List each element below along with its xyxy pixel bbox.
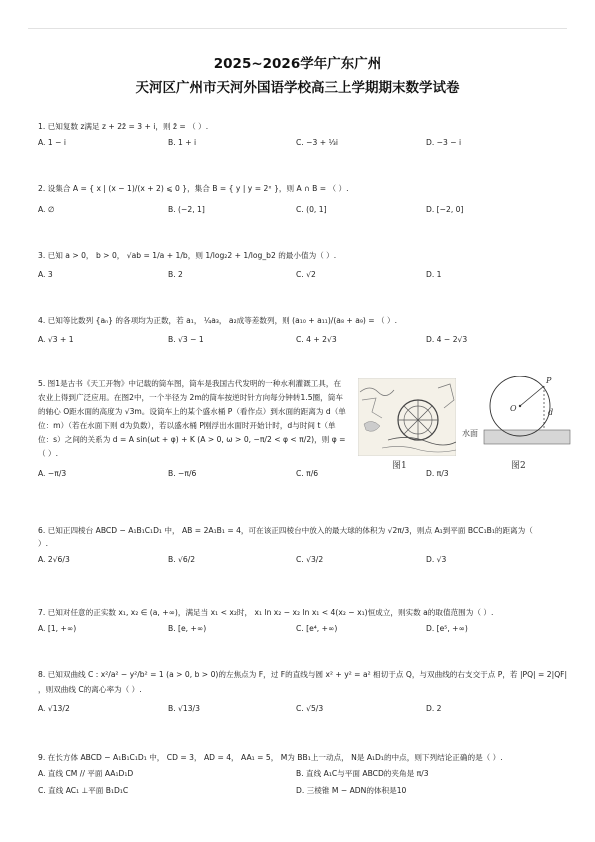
question-3	[38, 249, 568, 281]
water-surface-label: 水面	[462, 429, 478, 438]
option-b[interactable]: B. 1 + i	[168, 138, 197, 147]
option-row	[38, 553, 568, 566]
question-stem: 9. 在长方体 ABCD − A₁B₁C₁D₁ 中， CD = 3， AD = 4， AA₁ = 5， M为 BB₁上一动点， N是 A₁D₁的中点，则下列结论正确的是（ ）.	[38, 753, 503, 762]
question-1	[38, 120, 568, 149]
option-b[interactable]: B. (−2, 1]	[168, 205, 205, 214]
question-9	[38, 751, 568, 797]
option-d[interactable]: D. 4 − 2√3	[426, 335, 468, 344]
option-c[interactable]: C. −3 + ⅓i	[296, 138, 338, 147]
option-d[interactable]: D. 三棱锥 M − ADN的体积是10	[296, 786, 407, 795]
option-row	[38, 203, 568, 216]
option-c[interactable]: C. 直线 AC₁ ⊥平面 B₁D₁C	[38, 786, 129, 795]
option-d[interactable]: D. [e⁵, +∞)	[426, 624, 468, 633]
question-stem: 6. 已知正四棱台 ABCD − A₁B₁C₁D₁ 中， AB = 2A₁B₁ = 4，可在该正四棱台中放入的最大球的体积为 √2π/3，则点 A₁到平面 BCC₁B₁的距离为（	[38, 526, 533, 535]
option-a[interactable]: A. 3	[38, 270, 53, 279]
option-d[interactable]: D. π/3	[426, 469, 449, 478]
top-divider	[28, 28, 567, 29]
waterwheel-illustration	[358, 378, 456, 456]
question-stem: 5. 图1是古书《天工开物》中记载的筒车图，筒车是我国古代发明的一种水利灌溉工具，在农业上得到广泛应用。在图2中，一个半径为 2m的筒车按逆时针方向每分钟转1.5圈，筒车的轴心 O距水面的高度为 √3m。设筒车上的某个盛水桶 P（看作点）到水面的距离为 d（单位：m）（若在水面下则 d为负数），若以盛水桶 P刚浮出水面时开始计时，d与时间 t（单位：s）之间的关系为 d = A sin(ωt + φ) + K (A > 0, ω > 0, −π/2 < φ < π/2)，则 φ = （ ）.	[38, 379, 346, 458]
question-stem: 3. 已知 a > 0， b > 0， √ab = 1/a + 1/b，则 1/log₂2 + 1/log_b2 的最小值为（ ）.	[38, 251, 337, 260]
option-a[interactable]: A. −π/3	[38, 469, 67, 478]
option-row	[38, 622, 568, 635]
question-stem: 2. 设集合 A = { x | (x − 1)/(x + 2) ⩽ 0 }，集合 B = { y | y = 2ˣ }，则 A ∩ B = （ ）.	[38, 184, 349, 193]
option-a[interactable]: A. ∅	[38, 205, 55, 214]
option-a[interactable]: A. 1 − i	[38, 138, 67, 147]
option-row	[38, 333, 568, 346]
option-c[interactable]: C. √5/3	[296, 704, 324, 713]
option-d[interactable]: D. [−2, 0]	[426, 205, 464, 214]
question-stem: 4. 已知等比数列 {aₙ} 的各项均为正数，若 a₁， ¼a₃， a₂成等差数列，则 (a₁₀ + a₁₁)/(a₈ + a₉) = （ ）.	[38, 316, 398, 325]
option-a[interactable]: A. √3 + 1	[38, 335, 74, 344]
exam-title-line1: 2025~2026学年广东广州	[213, 56, 382, 72]
figure-1-caption: 图1	[392, 461, 407, 471]
distance-d-label: d	[548, 408, 554, 417]
option-a[interactable]: A. [1, +∞)	[38, 624, 77, 633]
question-stem: 8. 已知双曲线 C : x²/a² − y²/b² = 1 (a > 0, b > 0)的左焦点为 F，过 F的直线与圆 x² + y² = a² 相切于点 Q，与双曲线的右支交于点 P，若 |PQ| = 2|QF|	[38, 670, 568, 679]
option-c[interactable]: C. [e⁴, +∞)	[296, 624, 338, 633]
option-row	[38, 467, 568, 480]
option-d[interactable]: D. 2	[426, 704, 442, 713]
point-o-label: O	[510, 404, 517, 413]
option-row	[38, 767, 568, 780]
option-c[interactable]: C. 4 + 2√3	[296, 335, 337, 344]
circle-diagram	[462, 376, 572, 456]
option-a[interactable]: A. 直线 CM // 平面 AA₁D₁D	[38, 769, 134, 778]
option-c[interactable]: C. π/6	[296, 469, 319, 478]
option-row	[38, 268, 568, 281]
option-row	[38, 136, 568, 149]
question-stem-continued: ，则双曲线 C的离心率为（ ）.	[38, 685, 142, 694]
question-stem-continued: ）.	[38, 539, 49, 548]
option-d[interactable]: D. √3	[426, 555, 447, 564]
question-7	[38, 606, 568, 635]
option-c[interactable]: C. (0, 1]	[296, 205, 327, 214]
figure-1-waterwheel	[358, 378, 456, 456]
option-b[interactable]: B. √3 − 1	[168, 335, 204, 344]
option-b[interactable]: B. 直线 A₁C与平面 ABCD的夹角是 π/3	[296, 769, 429, 778]
option-c[interactable]: C. √2	[296, 270, 316, 279]
option-b[interactable]: B. √13/3	[168, 704, 200, 713]
question-6	[38, 524, 568, 566]
figure-2-caption: 图2	[511, 461, 526, 471]
question-8	[38, 668, 568, 715]
question-2	[38, 182, 568, 216]
option-b[interactable]: B. 2	[168, 270, 183, 279]
figure-2-diagram	[462, 376, 572, 456]
option-row	[38, 784, 568, 797]
point-p-label: P	[546, 376, 552, 385]
option-d[interactable]: D. −3 − i	[426, 138, 462, 147]
question-4	[38, 314, 568, 346]
option-row	[38, 702, 568, 715]
question-stem: 1. 已知复数 z满足 z + 2z̄ = 3 + i，则 z̄ = （ ）.	[38, 122, 209, 131]
question-stem: 7. 已知对任意的正实数 x₁, x₂ ∈ (a, +∞)，满足当 x₁ < x₂时， x₁ ln x₂ − x₂ ln x₁ < 4(x₂ − x₁)恒成立，则实数 a的取值范围为（ ）.	[38, 608, 494, 617]
option-a[interactable]: A. √13/2	[38, 704, 70, 713]
exam-title-line2: 天河区广州市天河外国语学校高三上学期期末数学试卷	[135, 80, 460, 96]
option-b[interactable]: B. −π/6	[168, 469, 197, 478]
option-a[interactable]: A. 2√6/3	[38, 555, 70, 564]
option-b[interactable]: B. √6/2	[168, 555, 196, 564]
option-c[interactable]: C. √3/2	[296, 555, 324, 564]
option-b[interactable]: B. [e, +∞)	[168, 624, 207, 633]
option-d[interactable]: D. 1	[426, 270, 442, 279]
